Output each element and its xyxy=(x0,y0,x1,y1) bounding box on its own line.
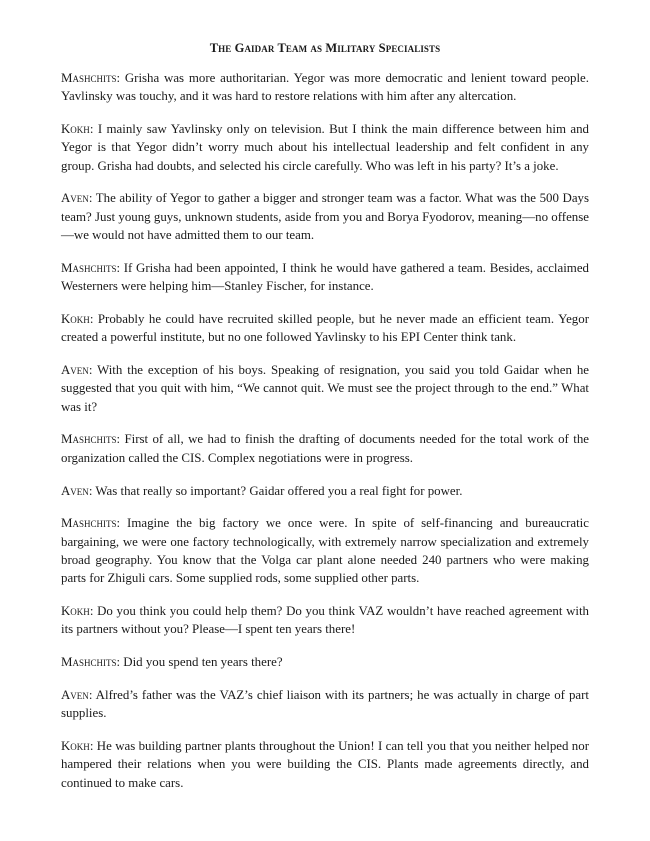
speech-text: Do you think you could help them? Do you think VAZ wouldn’t have reached agreement with its partners without you? Please—I spent ten years there! xyxy=(61,604,589,637)
speaker-separator: : xyxy=(116,432,125,447)
speaker-separator: : xyxy=(88,363,98,378)
speaker-name: Kokh xyxy=(61,122,90,137)
speaker-separator: : xyxy=(88,191,96,206)
speech-text: He was building partner plants throughout the Union! I can tell you that you neither helped nor hampered their relations when you were building the CIS. Plants made agreements directly, and continued to make cars. xyxy=(61,739,589,790)
dialogue-paragraph xyxy=(61,430,589,467)
speaker-separator: : xyxy=(88,483,96,498)
dialogue xyxy=(61,69,589,792)
speech-text: I mainly saw Yavlinsky only on television. But I think the main difference between him and Yegor is that Yegor didn’t worry much about his intellectual leadership and felt confident in any group. Grisha had doubts, and selected his circle carefully. Who was left in his party? It’s a joke. xyxy=(61,122,589,173)
speech-text: Was that really so important? Gaidar offered you a real fight for power. xyxy=(95,483,463,498)
speaker-separator: : xyxy=(116,260,124,275)
speech-text: Imagine the big factory we once were. In spite of self-financing and bureaucratic bargaining, we were one factory technologically, with extremely narrow specialization and extremely broad geography. You know that the Volga car plant alone needed 240 partners who were making parts for Zhiguli cars. Some supplied rods, some supplied other parts. xyxy=(61,516,589,586)
speaker-separator: : xyxy=(116,655,124,670)
dialogue-paragraph xyxy=(61,653,589,671)
speaker-name: Kokh xyxy=(61,604,90,619)
speech-text: The ability of Yegor to gather a bigger and stronger team was a factor. What was the 500 Days team? Just young guys, unknown students, aside from you and Borya Fyodorov, meaning—no offense—we would not have admitted them to our team. xyxy=(61,191,589,243)
section-title: The Gaidar Team as Military Specialists xyxy=(209,41,441,55)
speaker-name: Mashchits xyxy=(61,71,117,85)
dialogue-paragraph xyxy=(61,189,589,244)
speech-text: Alfred’s father was the VAZ’s chief liaison with its partners; he was actually in charge of part supplies. xyxy=(61,687,589,721)
speech-text: First of all, we had to finish the drafting of documents needed for the total work of the organization called the CIS. Complex negotiations were in progress. xyxy=(61,432,589,465)
speaker-separator: : xyxy=(88,687,96,702)
speaker-name: Mashchits xyxy=(61,516,117,531)
speech-text: Grisha was more authoritarian. Yegor was more democratic and lenient toward people. Yavlinsky was touchy, and it was hard to restore relations with him after any altercation. xyxy=(61,71,589,104)
dialogue-paragraph xyxy=(61,514,589,587)
speaker-separator: : xyxy=(89,311,98,326)
speaker-separator: : xyxy=(89,604,98,619)
speech-text: Did you spend ten years there? xyxy=(123,655,283,670)
speaker-name: Mashchits xyxy=(61,655,117,670)
dialogue-paragraph xyxy=(61,120,589,175)
dialogue-paragraph xyxy=(61,259,589,296)
speaker-separator: : xyxy=(89,122,98,137)
speaker-name: Aven xyxy=(61,483,89,498)
dialogue-paragraph xyxy=(61,69,589,106)
speaker-name: Kokh xyxy=(61,739,90,754)
speaker-name: Kokh xyxy=(61,311,90,326)
speech-text: With the exception of his boys. Speaking of resignation, you said you told Gaidar when he suggested that you quit with him, “We cannot quit. We must see the project through to the end.” What was it? xyxy=(61,363,589,414)
dialogue-paragraph xyxy=(61,310,589,347)
dialogue-paragraph xyxy=(61,602,589,639)
dialogue-paragraph xyxy=(61,686,589,723)
speaker-separator: : xyxy=(89,739,97,754)
speaker-separator: : xyxy=(116,516,128,531)
speech-text: Probably he could have recruited skilled people, but he never made an efficient team. Yegor created a powerful institute, but no one followed Yavlinsky to his EPI Center think tank. xyxy=(61,311,589,345)
dialogue-paragraph xyxy=(61,361,589,416)
dialogue-paragraph xyxy=(61,482,589,500)
document-page xyxy=(61,40,589,806)
speech-text: If Grisha had been appointed, I think he would have gathered a team. Besides, acclaimed Westerners were helping him—Stanley Fischer, for instance. xyxy=(61,260,589,294)
speaker-name: Mashchits xyxy=(61,432,117,447)
speaker-name: Mashchits xyxy=(61,260,117,275)
speaker-separator: : xyxy=(116,71,125,85)
speaker-name: Aven xyxy=(61,191,89,206)
speaker-name: Aven xyxy=(61,687,89,702)
dialogue-paragraph xyxy=(61,737,589,792)
speaker-name: Aven xyxy=(61,363,89,378)
